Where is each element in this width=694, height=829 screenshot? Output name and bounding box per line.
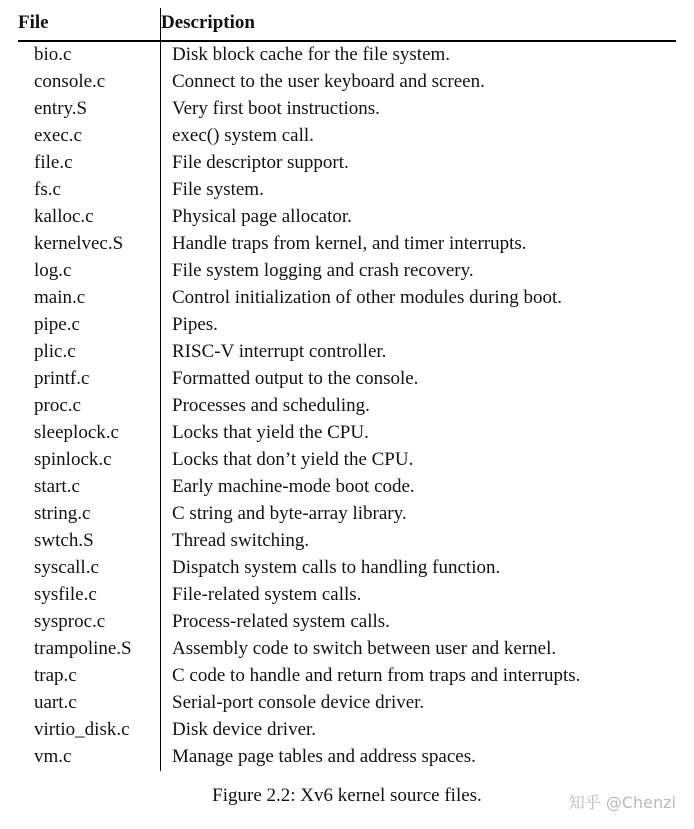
table-row <box>18 744 676 771</box>
file-description: Disk device driver. <box>161 717 677 744</box>
file-name: trampoline.S <box>34 638 132 659</box>
file-description: Process-related system calls. <box>161 609 677 636</box>
watermark: 知乎 @Chenzi <box>568 793 676 812</box>
file-name: sysproc.c <box>34 611 106 632</box>
file-name: console.c <box>34 71 106 92</box>
table-row <box>18 69 676 96</box>
file-name: vm.c <box>34 746 72 767</box>
table-row <box>18 285 676 312</box>
table-row <box>18 177 676 204</box>
file-description: Very first boot instructions. <box>161 96 677 123</box>
file-description: Connect to the user keyboard and screen. <box>161 69 677 96</box>
table-row <box>18 717 676 744</box>
file-description: File system. <box>161 177 677 204</box>
table-row <box>18 528 676 555</box>
file-description: Locks that yield the CPU. <box>161 420 677 447</box>
table-row <box>18 366 676 393</box>
file-name: bio.c <box>34 44 72 65</box>
table-row <box>18 474 676 501</box>
file-description: Handle traps from kernel, and timer interrupts. <box>161 231 677 258</box>
file-description: Disk block cache for the file system. <box>161 41 677 69</box>
table-row <box>18 555 676 582</box>
file-description: Manage page tables and address spaces. <box>161 744 677 771</box>
table-row <box>18 582 676 609</box>
table-row <box>18 609 676 636</box>
table-row <box>18 41 676 69</box>
file-description: Dispatch system calls to handling function. <box>161 555 677 582</box>
table-row <box>18 312 676 339</box>
table-row <box>18 231 676 258</box>
file-description: File-related system calls. <box>161 582 677 609</box>
table-row <box>18 393 676 420</box>
file-name: fs.c <box>34 179 61 200</box>
file-name: trap.c <box>34 665 77 686</box>
file-name: kernelvec.S <box>34 233 124 254</box>
file-name: exec.c <box>34 125 82 146</box>
file-name: uart.c <box>34 692 77 713</box>
file-description: Formatted output to the console. <box>161 366 677 393</box>
file-name: main.c <box>34 287 86 308</box>
column-header-file: File <box>18 12 49 33</box>
file-name: entry.S <box>34 98 88 119</box>
file-name: kalloc.c <box>34 206 94 227</box>
file-description: exec() system call. <box>161 123 677 150</box>
table-body <box>18 41 676 771</box>
file-name: printf.c <box>34 368 90 389</box>
file-description: Assembly code to switch between user and kernel. <box>161 636 677 663</box>
file-name: string.c <box>34 503 91 524</box>
table-row <box>18 339 676 366</box>
table-row <box>18 663 676 690</box>
file-name: virtio_disk.c <box>34 719 130 740</box>
table-row <box>18 501 676 528</box>
table-header <box>18 8 676 41</box>
file-description: Control initialization of other modules during boot. <box>161 285 677 312</box>
table-row <box>18 447 676 474</box>
table-row <box>18 204 676 231</box>
file-description: File descriptor support. <box>161 150 677 177</box>
table-row <box>18 123 676 150</box>
file-name: file.c <box>34 152 73 173</box>
table-row <box>18 420 676 447</box>
table-header-row <box>18 8 676 41</box>
kernel-source-files-table <box>18 8 676 771</box>
file-name: proc.c <box>34 395 81 416</box>
file-description: Physical page allocator. <box>161 204 677 231</box>
table-row <box>18 636 676 663</box>
file-description: Thread switching. <box>161 528 677 555</box>
file-name: plic.c <box>34 341 76 362</box>
file-description: C string and byte-array library. <box>161 501 677 528</box>
file-description: File system logging and crash recovery. <box>161 258 677 285</box>
document-page <box>0 8 694 829</box>
table-row <box>18 150 676 177</box>
file-description: Early machine-mode boot code. <box>161 474 677 501</box>
figure-caption: Figure 2.2: Xv6 kernel source files. <box>212 785 482 806</box>
table-row <box>18 96 676 123</box>
file-description: Locks that don’t yield the CPU. <box>161 447 677 474</box>
file-name: sleeplock.c <box>34 422 119 443</box>
table-row <box>18 258 676 285</box>
file-name: swtch.S <box>34 530 94 551</box>
file-name: syscall.c <box>34 557 99 578</box>
file-name: spinlock.c <box>34 449 112 470</box>
file-name: sysfile.c <box>34 584 97 605</box>
file-name: log.c <box>34 260 72 281</box>
file-description: Pipes. <box>161 312 677 339</box>
file-description: Serial-port console device driver. <box>161 690 677 717</box>
file-name: start.c <box>34 476 80 497</box>
file-description: Processes and scheduling. <box>161 393 677 420</box>
column-header-description: Description <box>161 8 677 41</box>
table-row <box>18 690 676 717</box>
file-description: RISC-V interrupt controller. <box>161 339 677 366</box>
file-description: C code to handle and return from traps and interrupts. <box>161 663 677 690</box>
file-name: pipe.c <box>34 314 80 335</box>
